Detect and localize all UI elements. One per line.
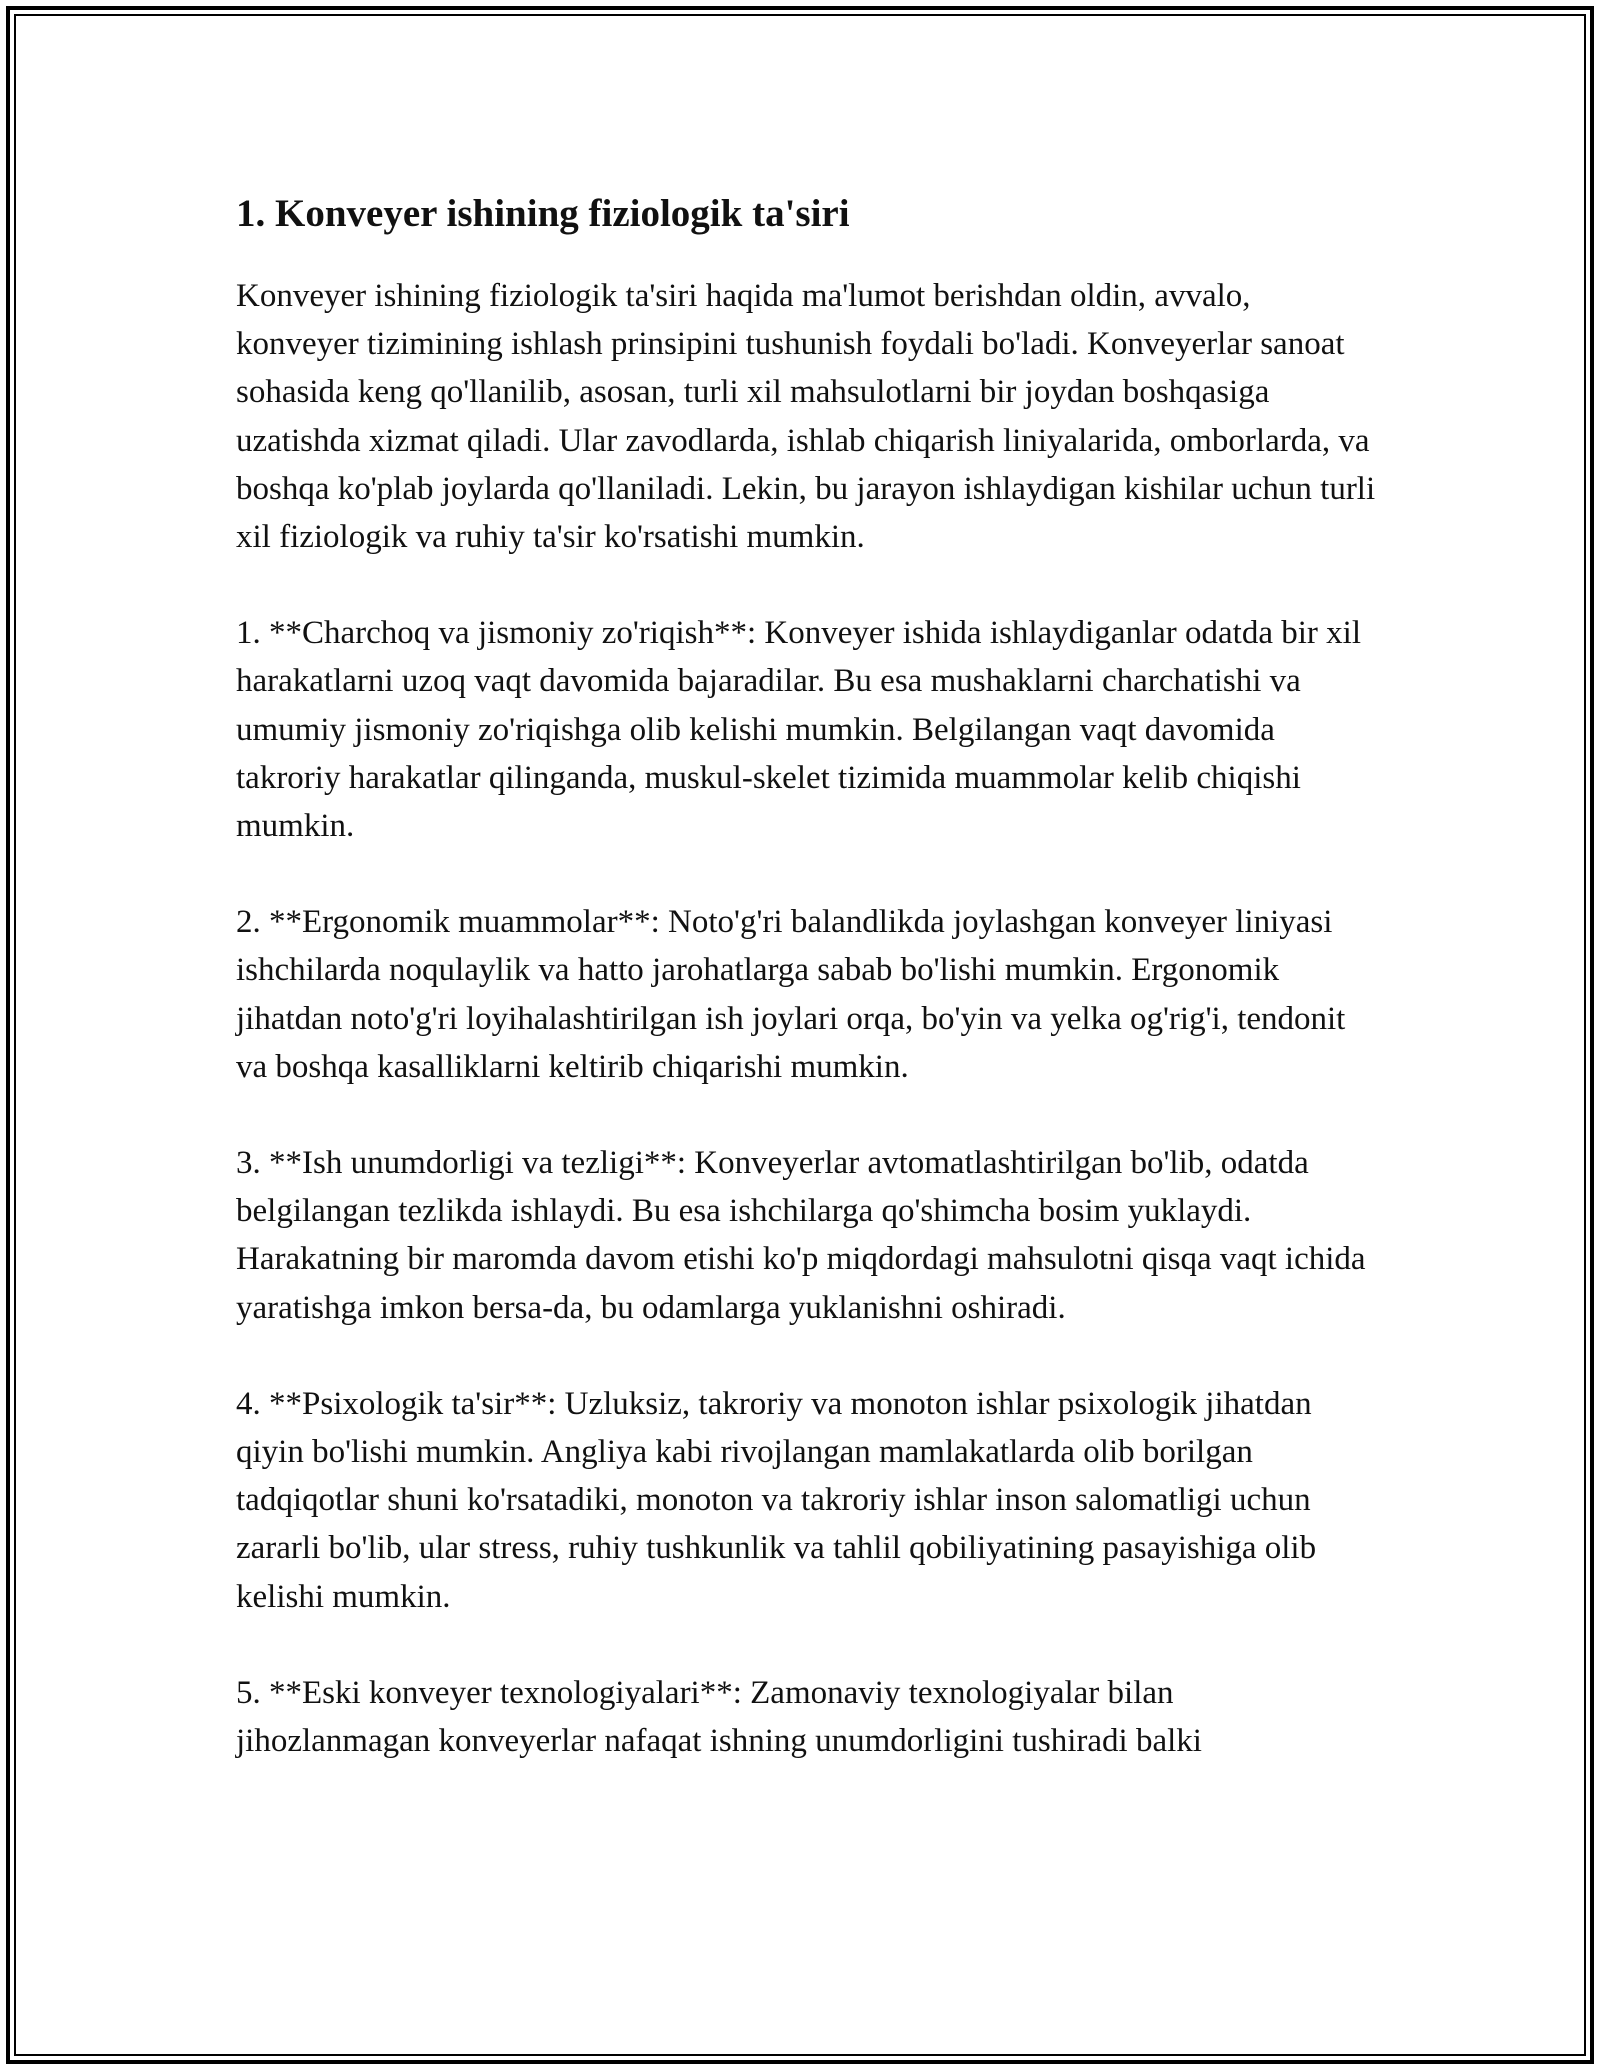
list-item-old-technology: 5. **Eski konveyer texnologiyalari**: Zamonaviy texnologiyalar bilan jihozlanmagan konveyerlar nafaqat ishning unumdorligini tushiradi balki [236, 1674, 1202, 1760]
list-item-fatigue: 1. **Charchoq va jismoniy zo'riqish**: Konveyer ishida ishlaydiganlar odatda bir xil harakatlarni uzoq vaqt davomida bajaradilar. Bu esa mushaklarni charchatishi va umumiy jismoniy zo'riqishga olib kelishi mumkin. Belgilangan vaqt davomida takroriy harakatlar qilinganda, muskul-skelet tizimida muammolar kelib chiqishi mumkin. [236, 615, 1361, 845]
list-item-psychology: 4. **Psixologik ta'sir**: Uzluksiz, takroriy va monoton ishlar psixologik jihatdan qiyin bo'lishi mumkin. Angliya kabi rivojlangan mamlakatlarda olib borilgan tadqiqotlar shuni ko'rsatadiki, monoton va takroriy ishlar inson salomatligi uchun zararli bo'lib, ular stress, ruhiy tushkunlik va tahlil qobiliyatining pasayishiga olib kelishi mumkin. [236, 1385, 1317, 1615]
list-item-productivity: 3. **Ish unumdorligi va tezligi**: Konveyerlar avtomatlashtirilgan bo'lib, odatda belgilangan tezlikda ishlaydi. Bu esa ishchilarga qo'shimcha bosim yuklaydi. Harakatning bir maromda davom etishi ko'p miqdordagi mahsulotni qisqa vaqt ichida yaratishga imkon bersa-da, bu odamlarga yuklanishni oshiradi. [236, 1145, 1366, 1326]
section-title: 1. Konveyer ishining fiziologik ta'siri [236, 192, 850, 235]
list-item-ergonomics: 2. **Ergonomik muammolar**: Noto'g'ri balandlikda joylashgan konveyer liniyasi ishchilarda noqulaylik va hatto jarohatlarga sabab bo'lishi mumkin. Ergonomik jihatdan noto'g'ri loyihalashtirilgan ish joylari orqa, bo'yin va yelka og'rig'i, tendonit va boshqa kasalliklarni keltirib chiqarishi mumkin. [236, 904, 1346, 1085]
document-body [236, 186, 1376, 1813]
intro-paragraph: Konveyer ishining fiziologik ta'siri haqida ma'lumot berishdan oldin, avvalo, konveyer tizimining ishlash prinsipini tushunish foydali bo'ladi. Konveyerlar sanoat sohasida keng qo'llanilib, asosan, turli xil mahsulotlarni bir joydan boshqasiga uzatishda xizmat qiladi. Ular zavodlarda, ishlab chiqarish liniyalarida, omborlarda, va boshqa ko'plab joylarda qo'llaniladi. Lekin, bu jarayon ishlaydigan kishilar uchun turli xil fiziologik va ruhiy ta'sir ko'rsatishi mumkin. [236, 278, 1376, 556]
